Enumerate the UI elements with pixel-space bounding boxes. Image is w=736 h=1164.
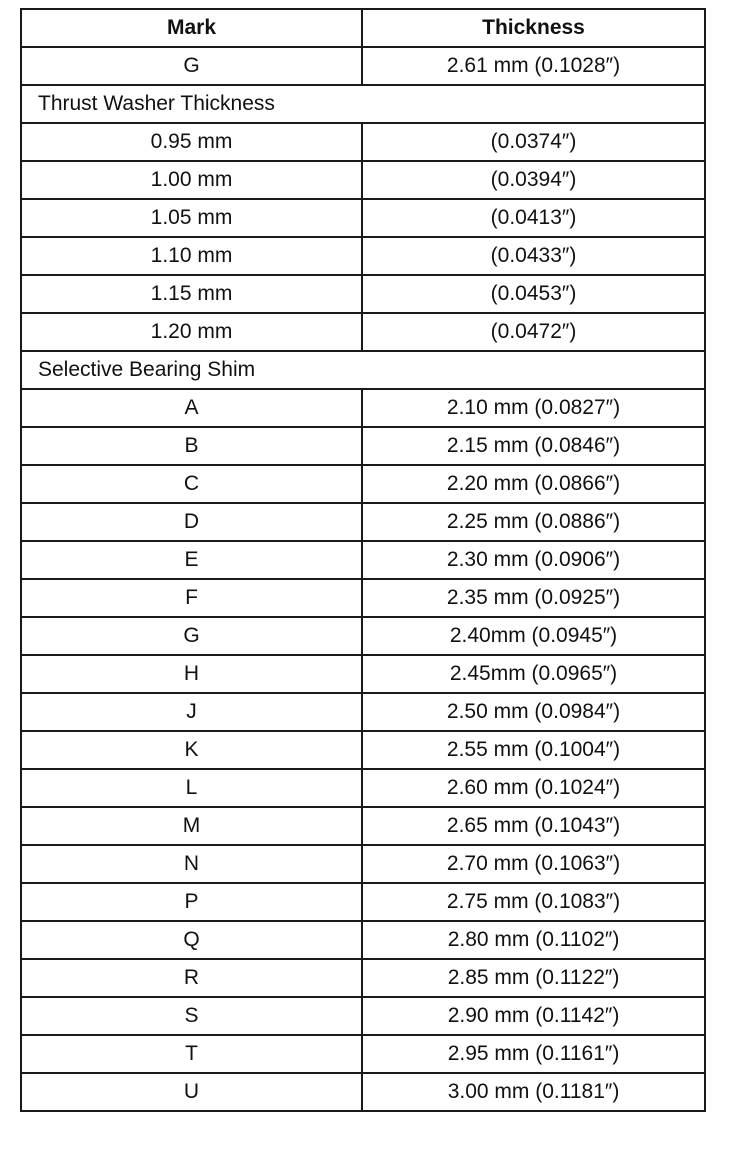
cell-mark: A (21, 389, 362, 427)
cell-thickness: 2.65 mm (0.1043″) (362, 807, 705, 845)
section-label: Selective Bearing Shim (21, 351, 705, 389)
cell-mark: 1.20 mm (21, 313, 362, 351)
cell-thickness: (0.0394″) (362, 161, 705, 199)
table-body (21, 47, 705, 1111)
cell-mark: T (21, 1035, 362, 1073)
cell-thickness: 2.20 mm (0.0866″) (362, 465, 705, 503)
cell-thickness: 2.70 mm (0.1063″) (362, 845, 705, 883)
cell-mark: P (21, 883, 362, 921)
cell-mark: 1.10 mm (21, 237, 362, 275)
table-row (21, 617, 705, 655)
cell-mark: J (21, 693, 362, 731)
cell-mark: E (21, 541, 362, 579)
cell-thickness: 2.35 mm (0.0925″) (362, 579, 705, 617)
cell-mark: S (21, 997, 362, 1035)
table-row (21, 959, 705, 997)
cell-thickness: (0.0413″) (362, 199, 705, 237)
table-row (21, 921, 705, 959)
cell-mark: 1.05 mm (21, 199, 362, 237)
cell-thickness: 2.10 mm (0.0827″) (362, 389, 705, 427)
cell-mark: D (21, 503, 362, 541)
table-row (21, 997, 705, 1035)
cell-thickness: (0.0472″) (362, 313, 705, 351)
cell-mark: 1.00 mm (21, 161, 362, 199)
header-mark: Mark (21, 9, 362, 47)
cell-thickness: 2.85 mm (0.1122″) (362, 959, 705, 997)
cell-mark: L (21, 769, 362, 807)
table-row (21, 313, 705, 351)
cell-thickness: 2.75 mm (0.1083″) (362, 883, 705, 921)
cell-mark: G (21, 617, 362, 655)
cell-thickness: 2.15 mm (0.0846″) (362, 427, 705, 465)
section-row (21, 351, 705, 389)
cell-thickness: (0.0453″) (362, 275, 705, 313)
cell-mark: M (21, 807, 362, 845)
cell-mark: K (21, 731, 362, 769)
table-row (21, 199, 705, 237)
table-row (21, 389, 705, 427)
table-row (21, 769, 705, 807)
cell-mark: Q (21, 921, 362, 959)
table-row (21, 579, 705, 617)
table-row (21, 161, 705, 199)
cell-mark: 0.95 mm (21, 123, 362, 161)
cell-thickness: 2.90 mm (0.1142″) (362, 997, 705, 1035)
table-row (21, 123, 705, 161)
table-row (21, 845, 705, 883)
cell-thickness: 2.30 mm (0.0906″) (362, 541, 705, 579)
header-row (21, 9, 705, 47)
cell-thickness: 2.40mm (0.0945″) (362, 617, 705, 655)
cell-thickness: 2.50 mm (0.0984″) (362, 693, 705, 731)
section-row (21, 85, 705, 123)
table-row (21, 275, 705, 313)
cell-thickness: 2.25 mm (0.0886″) (362, 503, 705, 541)
cell-mark: N (21, 845, 362, 883)
header-thickness: Thickness (362, 9, 705, 47)
table-row (21, 1035, 705, 1073)
cell-thickness: 2.45mm (0.0965″) (362, 655, 705, 693)
table-row (21, 465, 705, 503)
cell-mark: H (21, 655, 362, 693)
table-row (21, 47, 705, 85)
cell-thickness: (0.0433″) (362, 237, 705, 275)
spec-table (20, 8, 706, 1112)
cell-mark: B (21, 427, 362, 465)
table-row (21, 731, 705, 769)
table-row (21, 237, 705, 275)
cell-thickness: 3.00 mm (0.1181″) (362, 1073, 705, 1111)
table-row (21, 1073, 705, 1111)
cell-thickness: 2.61 mm (0.1028″) (362, 47, 705, 85)
cell-mark: 1.15 mm (21, 275, 362, 313)
cell-thickness: 2.95 mm (0.1161″) (362, 1035, 705, 1073)
table-header (21, 9, 705, 47)
cell-mark: C (21, 465, 362, 503)
cell-mark: G (21, 47, 362, 85)
section-label: Thrust Washer Thickness (21, 85, 705, 123)
table-row (21, 693, 705, 731)
table-row (21, 807, 705, 845)
cell-thickness: (0.0374″) (362, 123, 705, 161)
table-row (21, 655, 705, 693)
cell-mark: F (21, 579, 362, 617)
cell-thickness: 2.60 mm (0.1024″) (362, 769, 705, 807)
cell-thickness: 2.55 mm (0.1004″) (362, 731, 705, 769)
cell-thickness: 2.80 mm (0.1102″) (362, 921, 705, 959)
table-row (21, 427, 705, 465)
table-row (21, 883, 705, 921)
table-row (21, 503, 705, 541)
cell-mark: R (21, 959, 362, 997)
table-row (21, 541, 705, 579)
cell-mark: U (21, 1073, 362, 1111)
